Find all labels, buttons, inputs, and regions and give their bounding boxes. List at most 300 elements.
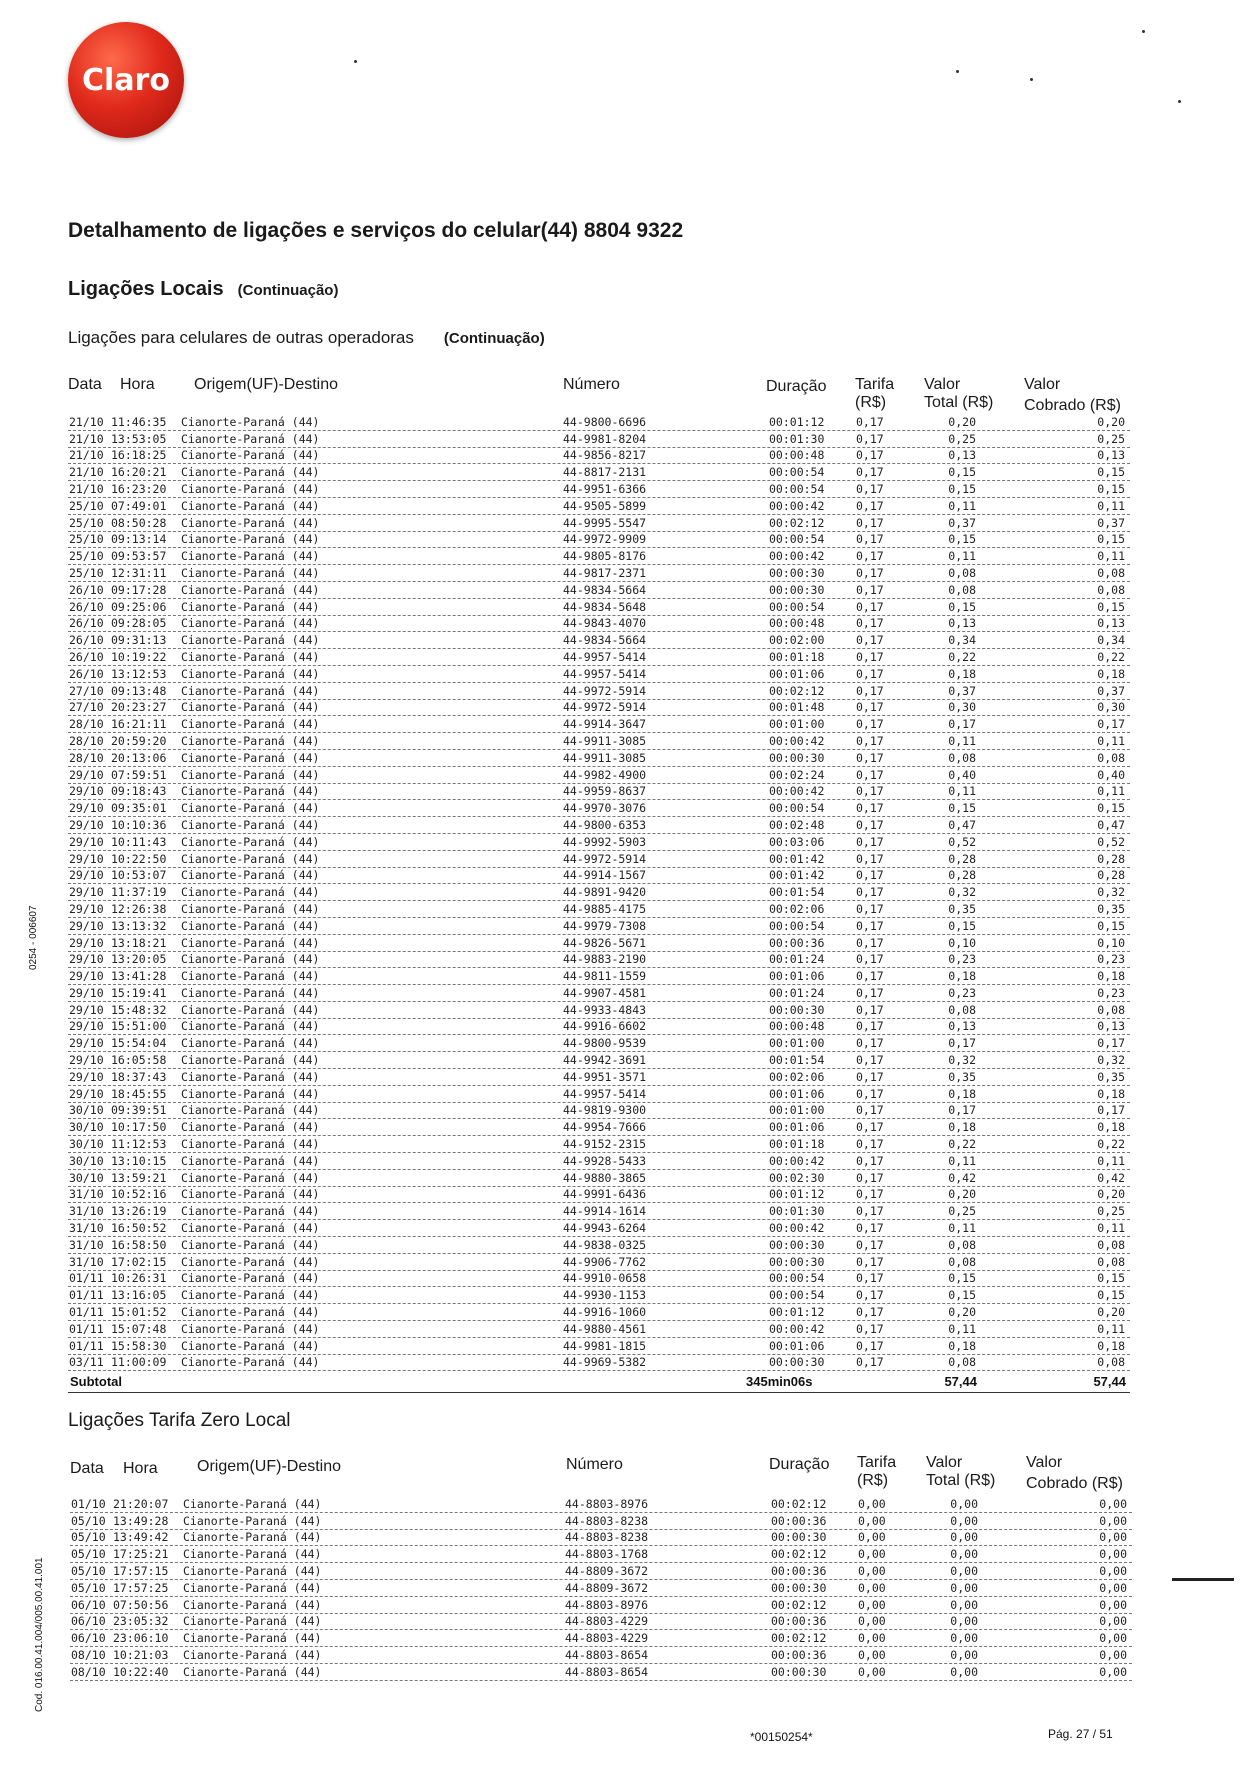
cell-time: 09:53:57 <box>111 549 167 564</box>
cell-rate: 0,17 <box>856 885 884 900</box>
cell-total: 0,08 <box>948 565 976 580</box>
cell-rate: 0,17 <box>856 666 884 681</box>
cell-date: 25/10 <box>69 498 104 513</box>
table-row <box>68 1287 1130 1304</box>
cell-number: 44-9152-2315 <box>563 1137 647 1152</box>
cell-time: 17:02:15 <box>111 1254 167 1269</box>
cell-total: 0,00 <box>950 1563 978 1578</box>
cell-duration: 00:00:48 <box>769 616 825 631</box>
col-header-origem: Origem(UF)-Destino <box>194 376 339 393</box>
cell-duration: 00:00:42 <box>769 549 825 564</box>
cell-number: 44-9819-9300 <box>563 1103 647 1118</box>
cell-origin: Cianorte-Paraná (44) <box>181 1053 320 1068</box>
cell-rate: 0,17 <box>856 1053 884 1068</box>
col2-header-numero: Número <box>566 1456 623 1473</box>
valor-label: Valor <box>924 376 961 393</box>
cell-date: 29/10 <box>69 817 104 832</box>
cell-duration: 00:01:06 <box>769 1120 825 1135</box>
cell-total: 0,20 <box>948 1187 976 1202</box>
cell-total: 0,13 <box>948 448 976 463</box>
cell-time: 13:12:53 <box>111 666 167 681</box>
cell-total: 0,15 <box>948 1271 976 1286</box>
cell-rate: 0,17 <box>856 784 884 799</box>
cell-duration: 00:02:30 <box>769 1170 825 1185</box>
cell-date: 26/10 <box>69 666 104 681</box>
cell-origin: Cianorte-Paraná (44) <box>181 1237 320 1252</box>
cell-rate: 0,00 <box>858 1496 886 1511</box>
cell-charged: 0,37 <box>1097 515 1125 530</box>
cell-duration: 00:00:30 <box>771 1580 827 1595</box>
cell-duration: 00:00:54 <box>769 1288 825 1303</box>
cell-number: 44-9928-5433 <box>563 1153 647 1168</box>
cell-time: 12:26:38 <box>111 901 167 916</box>
cell-charged: 0,08 <box>1097 582 1125 597</box>
calls-table <box>68 414 1130 1371</box>
cell-charged: 0,18 <box>1097 969 1125 984</box>
cell-origin: Cianorte-Paraná (44) <box>181 633 320 648</box>
cell-origin: Cianorte-Paraná (44) <box>181 498 320 513</box>
cell-duration: 00:00:30 <box>771 1664 827 1679</box>
page-number: Pág. 27 / 51 <box>1048 1727 1113 1741</box>
cell-duration: 00:00:36 <box>771 1614 827 1629</box>
cell-rate: 0,17 <box>856 918 884 933</box>
cobrado-label: Cobrado (R$) <box>1024 397 1121 414</box>
table-row <box>70 1496 1132 1513</box>
cell-duration: 00:01:06 <box>769 666 825 681</box>
cell-number: 44-8803-1768 <box>565 1547 649 1562</box>
cell-number: 44-8803-8976 <box>565 1597 649 1612</box>
cell-origin: Cianorte-Paraná (44) <box>181 767 320 782</box>
cell-time: 10:22:40 <box>113 1664 169 1679</box>
cell-duration: 00:01:12 <box>769 1305 825 1320</box>
cell-date: 29/10 <box>69 851 104 866</box>
cell-rate: 0,17 <box>856 901 884 916</box>
cell-charged: 0,00 <box>1099 1664 1127 1679</box>
cell-total: 0,00 <box>950 1513 978 1528</box>
cell-time: 10:11:43 <box>111 834 167 849</box>
cell-number: 44-9843-4070 <box>563 616 647 631</box>
cell-origin: Cianorte-Paraná (44) <box>181 952 320 967</box>
cell-time: 10:26:31 <box>111 1271 167 1286</box>
table-row <box>68 481 1130 498</box>
table-row <box>68 750 1130 767</box>
cell-time: 23:05:32 <box>113 1614 169 1629</box>
cell-time: 16:50:52 <box>111 1221 167 1236</box>
cell-duration: 00:01:30 <box>769 431 825 446</box>
cell-duration: 00:02:12 <box>771 1597 827 1612</box>
cell-origin: Cianorte-Paraná (44) <box>181 666 320 681</box>
cell-rate: 0,17 <box>856 1355 884 1370</box>
cell-date: 30/10 <box>69 1170 104 1185</box>
cell-charged: 0,08 <box>1097 1237 1125 1252</box>
cell-duration: 00:00:30 <box>769 1002 825 1017</box>
cell-charged: 0,08 <box>1097 1254 1125 1269</box>
table-row <box>68 716 1130 733</box>
cell-total: 0,11 <box>948 498 976 513</box>
cell-origin: Cianorte-Paraná (44) <box>183 1664 322 1679</box>
cell-date: 30/10 <box>69 1120 104 1135</box>
cell-origin: Cianorte-Paraná (44) <box>181 1153 320 1168</box>
table-row <box>68 1086 1130 1103</box>
cell-rate: 0,17 <box>856 1338 884 1353</box>
cell-charged: 0,18 <box>1097 1120 1125 1135</box>
cell-total: 0,00 <box>950 1664 978 1679</box>
cell-rate: 0,17 <box>856 481 884 496</box>
cell-rate: 0,17 <box>856 1321 884 1336</box>
cell-time: 09:17:28 <box>111 582 167 597</box>
cell-rate: 0,17 <box>856 1237 884 1252</box>
cell-date: 25/10 <box>69 565 104 580</box>
cell-duration: 00:00:36 <box>769 935 825 950</box>
table-row <box>68 733 1130 750</box>
cell-origin: Cianorte-Paraná (44) <box>183 1530 322 1545</box>
table-row <box>68 1035 1130 1052</box>
cell-date: 29/10 <box>69 985 104 1000</box>
cell-number: 44-9979-7308 <box>563 918 647 933</box>
table-row <box>68 834 1130 851</box>
total-label: Total (R$) <box>924 394 994 411</box>
cell-origin: Cianorte-Paraná (44) <box>181 616 320 631</box>
cell-total: 0,15 <box>948 465 976 480</box>
cell-number: 44-8803-8654 <box>565 1647 649 1662</box>
cell-time: 13:18:21 <box>111 935 167 950</box>
cell-date: 05/10 <box>71 1563 106 1578</box>
cell-rate: 0,17 <box>856 868 884 883</box>
cell-date: 29/10 <box>69 767 104 782</box>
cell-charged: 0,11 <box>1097 498 1125 513</box>
cell-charged: 0,28 <box>1097 868 1125 883</box>
cell-origin: Cianorte-Paraná (44) <box>181 465 320 480</box>
cell-time: 20:59:20 <box>111 733 167 748</box>
cell-date: 06/10 <box>71 1631 106 1646</box>
cell-charged: 0,35 <box>1097 901 1125 916</box>
cell-charged: 0,00 <box>1099 1563 1127 1578</box>
table-row <box>70 1614 1132 1631</box>
cell-date: 21/10 <box>69 465 104 480</box>
cell-duration: 00:02:24 <box>769 767 825 782</box>
cell-number: 44-9916-1060 <box>563 1305 647 1320</box>
cell-charged: 0,00 <box>1099 1530 1127 1545</box>
cell-rate: 0,17 <box>856 717 884 732</box>
cell-duration: 00:01:24 <box>769 985 825 1000</box>
cell-time: 10:10:36 <box>111 817 167 832</box>
table-row <box>68 548 1130 565</box>
table-row <box>68 649 1130 666</box>
cell-origin: Cianorte-Paraná (44) <box>181 515 320 530</box>
col-header-numero: Número <box>563 376 620 393</box>
cell-time: 18:37:43 <box>111 1069 167 1084</box>
table-row <box>68 532 1130 549</box>
cell-rate: 0,17 <box>856 1137 884 1152</box>
side-code-a: 0254 - 006607 <box>28 905 39 970</box>
cell-duration: 00:01:54 <box>769 1053 825 1068</box>
cell-rate: 0,17 <box>856 599 884 614</box>
cell-total: 0,52 <box>948 834 976 849</box>
cell-duration: 00:00:48 <box>769 1019 825 1034</box>
cell-rate: 0,00 <box>858 1614 886 1629</box>
cell-time: 23:06:10 <box>113 1631 169 1646</box>
cell-total: 0,15 <box>948 599 976 614</box>
subtotal-total: 57,44 <box>944 1374 977 1389</box>
cell-date: 26/10 <box>69 633 104 648</box>
cell-time: 17:57:25 <box>113 1580 169 1595</box>
cell-total: 0,08 <box>948 1237 976 1252</box>
cell-charged: 0,34 <box>1097 633 1125 648</box>
cell-origin: Cianorte-Paraná (44) <box>183 1563 322 1578</box>
cell-rate: 0,17 <box>856 515 884 530</box>
cell-rate: 0,00 <box>858 1631 886 1646</box>
cell-time: 09:25:06 <box>111 599 167 614</box>
cell-date: 06/10 <box>71 1614 106 1629</box>
cell-duration: 00:00:42 <box>769 498 825 513</box>
cell-time: 15:19:41 <box>111 985 167 1000</box>
cell-date: 28/10 <box>69 750 104 765</box>
cell-time: 09:13:48 <box>111 683 167 698</box>
cell-number: 44-9891-9420 <box>563 885 647 900</box>
cell-origin: Cianorte-Paraná (44) <box>181 969 320 984</box>
section-title <box>68 278 338 301</box>
cell-rate: 0,17 <box>856 582 884 597</box>
cell-charged: 0,11 <box>1097 1321 1125 1336</box>
cell-charged: 0,17 <box>1097 1103 1125 1118</box>
cell-charged: 0,23 <box>1097 952 1125 967</box>
cell-time: 11:00:09 <box>111 1355 167 1370</box>
table-row <box>68 498 1130 515</box>
cell-time: 09:35:01 <box>111 801 167 816</box>
cell-charged: 0,28 <box>1097 851 1125 866</box>
cell-charged: 0,00 <box>1099 1597 1127 1612</box>
cell-number: 44-9981-1815 <box>563 1338 647 1353</box>
cell-rate: 0,17 <box>856 1187 884 1202</box>
cell-rate: 0,17 <box>856 767 884 782</box>
cell-total: 0,13 <box>948 616 976 631</box>
cell-origin: Cianorte-Paraná (44) <box>181 549 320 564</box>
table-row <box>70 1630 1132 1647</box>
cell-charged: 0,13 <box>1097 616 1125 631</box>
cell-date: 25/10 <box>69 532 104 547</box>
cell-charged: 0,15 <box>1097 532 1125 547</box>
cell-rate: 0,17 <box>856 1254 884 1269</box>
table-row <box>68 464 1130 481</box>
cell-total: 0,08 <box>948 582 976 597</box>
section-continuation: (Continuação) <box>237 282 339 299</box>
cell-duration: 00:02:06 <box>769 1069 825 1084</box>
cell-duration: 00:00:54 <box>769 918 825 933</box>
cell-total: 0,17 <box>948 1103 976 1118</box>
cell-number: 44-9826-5671 <box>563 935 647 950</box>
cell-time: 11:46:35 <box>111 414 167 429</box>
table-row <box>68 1338 1130 1355</box>
cell-rate: 0,17 <box>856 733 884 748</box>
cell-charged: 0,00 <box>1099 1513 1127 1528</box>
cell-origin: Cianorte-Paraná (44) <box>181 700 320 715</box>
cell-charged: 0,18 <box>1097 1086 1125 1101</box>
cell-duration: 00:00:30 <box>769 750 825 765</box>
cell-number: 44-9838-0325 <box>563 1237 647 1252</box>
cell-time: 11:12:53 <box>111 1137 167 1152</box>
cell-rate: 0,17 <box>856 985 884 1000</box>
cell-date: 01/11 <box>69 1305 104 1320</box>
cell-charged: 0,47 <box>1097 817 1125 832</box>
cell-date: 29/10 <box>69 1053 104 1068</box>
cell-charged: 0,11 <box>1097 1153 1125 1168</box>
cell-origin: Cianorte-Paraná (44) <box>183 1547 322 1562</box>
cell-rate: 0,17 <box>856 851 884 866</box>
cell-rate: 0,17 <box>856 683 884 698</box>
cell-number: 44-9982-4900 <box>563 767 647 782</box>
cell-duration: 00:02:48 <box>769 817 825 832</box>
cell-date: 31/10 <box>69 1221 104 1236</box>
cell-rate: 0,17 <box>856 1221 884 1236</box>
col2-header-origem: Origem(UF)-Destino <box>197 1458 342 1475</box>
cell-total: 0,17 <box>948 717 976 732</box>
cell-total: 0,11 <box>948 784 976 799</box>
cell-duration: 00:00:54 <box>769 481 825 496</box>
cell-origin: Cianorte-Paraná (44) <box>181 918 320 933</box>
cell-number: 44-9972-5914 <box>563 683 647 698</box>
cell-charged: 0,11 <box>1097 549 1125 564</box>
cell-duration: 00:00:54 <box>769 599 825 614</box>
cell-duration: 00:00:30 <box>769 1355 825 1370</box>
valor-label: Valor <box>926 1454 963 1471</box>
cell-total: 0,28 <box>948 851 976 866</box>
cell-total: 0,11 <box>948 549 976 564</box>
subtotal-label: Subtotal <box>70 1374 122 1389</box>
cell-number: 44-9957-5414 <box>563 666 647 681</box>
cell-rate: 0,00 <box>858 1580 886 1595</box>
cell-date: 05/10 <box>71 1547 106 1562</box>
cell-total: 0,20 <box>948 414 976 429</box>
cell-total: 0,00 <box>950 1597 978 1612</box>
cell-date: 21/10 <box>69 431 104 446</box>
cell-date: 26/10 <box>69 649 104 664</box>
table-row <box>68 582 1130 599</box>
cell-duration: 00:01:42 <box>769 851 825 866</box>
cell-time: 16:20:21 <box>111 465 167 480</box>
cell-charged: 0,13 <box>1097 1019 1125 1034</box>
cell-time: 16:18:25 <box>111 448 167 463</box>
cell-total: 0,08 <box>948 750 976 765</box>
cell-duration: 00:01:00 <box>769 1036 825 1051</box>
table-row <box>68 565 1130 582</box>
table-row <box>68 817 1130 834</box>
cell-total: 0,15 <box>948 918 976 933</box>
cell-date: 29/10 <box>69 935 104 950</box>
cell-duration: 00:01:18 <box>769 649 825 664</box>
cell-date: 29/10 <box>69 1086 104 1101</box>
cell-origin: Cianorte-Paraná (44) <box>181 1086 320 1101</box>
cell-rate: 0,17 <box>856 1002 884 1017</box>
cell-rate: 0,17 <box>856 1288 884 1303</box>
cell-time: 17:57:15 <box>113 1563 169 1578</box>
cell-total: 0,15 <box>948 481 976 496</box>
cell-total: 0,08 <box>948 1355 976 1370</box>
cell-duration: 00:01:24 <box>769 952 825 967</box>
cell-duration: 00:02:00 <box>769 633 825 648</box>
cell-charged: 0,18 <box>1097 666 1125 681</box>
cell-origin: Cianorte-Paraná (44) <box>181 868 320 883</box>
cell-rate: 0,00 <box>858 1563 886 1578</box>
cell-origin: Cianorte-Paraná (44) <box>183 1647 322 1662</box>
cell-duration: 00:02:12 <box>771 1496 827 1511</box>
cell-total: 0,00 <box>950 1647 978 1662</box>
margin-dash <box>1172 1578 1234 1581</box>
table-row <box>68 683 1130 700</box>
cell-date: 26/10 <box>69 599 104 614</box>
cell-number: 44-9930-1153 <box>563 1288 647 1303</box>
cell-origin: Cianorte-Paraná (44) <box>181 1170 320 1185</box>
cell-time: 07:59:51 <box>111 767 167 782</box>
cell-duration: 00:00:42 <box>769 784 825 799</box>
table-row <box>68 1321 1130 1338</box>
cell-total: 0,11 <box>948 1321 976 1336</box>
cell-number: 44-8803-8238 <box>565 1513 649 1528</box>
cell-date: 01/10 <box>71 1496 106 1511</box>
side-code-b: Cod. 016.00.41.004/005.00.41.001 <box>34 1557 45 1712</box>
cell-time: 16:05:58 <box>111 1053 167 1068</box>
tarifa-label: Tarifa <box>855 376 895 393</box>
cell-number: 44-9880-3865 <box>563 1170 647 1185</box>
table-row <box>68 851 1130 868</box>
table-row <box>70 1513 1132 1530</box>
cell-origin: Cianorte-Paraná (44) <box>183 1496 322 1511</box>
table-row <box>70 1530 1132 1547</box>
table-row <box>68 1355 1130 1372</box>
cell-number: 44-9969-5382 <box>563 1355 647 1370</box>
document-title: Detalhamento de ligações e serviços do celular(44) 8804 9322 <box>68 219 684 242</box>
cell-rate: 0,17 <box>856 1305 884 1320</box>
cell-rate: 0,17 <box>856 969 884 984</box>
cell-origin: Cianorte-Paraná (44) <box>181 1271 320 1286</box>
cell-origin: Cianorte-Paraná (44) <box>181 801 320 816</box>
cell-number: 44-9834-5648 <box>563 599 647 614</box>
cell-number: 44-9817-2371 <box>563 565 647 580</box>
cell-number: 44-9959-8637 <box>563 784 647 799</box>
cell-rate: 0,17 <box>856 700 884 715</box>
cell-origin: Cianorte-Paraná (44) <box>181 784 320 799</box>
cell-time: 10:21:03 <box>113 1647 169 1662</box>
cell-rate: 0,17 <box>856 649 884 664</box>
cell-origin: Cianorte-Paraná (44) <box>181 1103 320 1118</box>
cell-total: 0,15 <box>948 532 976 547</box>
cell-charged: 0,15 <box>1097 1288 1125 1303</box>
cell-date: 29/10 <box>69 1036 104 1051</box>
cell-date: 29/10 <box>69 885 104 900</box>
cell-total: 0,15 <box>948 1288 976 1303</box>
subtotal-cobrado: 57,44 <box>1093 1374 1126 1389</box>
cell-origin: Cianorte-Paraná (44) <box>181 834 320 849</box>
cell-time: 15:48:32 <box>111 1002 167 1017</box>
cell-rate: 0,17 <box>856 1019 884 1034</box>
cell-rate: 0,00 <box>858 1547 886 1562</box>
cell-origin: Cianorte-Paraná (44) <box>183 1513 322 1528</box>
cell-date: 29/10 <box>69 1019 104 1034</box>
table-row <box>68 599 1130 616</box>
scan-speck <box>956 70 959 73</box>
cell-charged: 0,08 <box>1097 750 1125 765</box>
cell-number: 44-9880-4561 <box>563 1321 647 1336</box>
table-row <box>68 515 1130 532</box>
cell-total: 0,08 <box>948 1002 976 1017</box>
cell-duration: 00:01:00 <box>769 717 825 732</box>
cell-duration: 00:01:06 <box>769 1338 825 1353</box>
cell-charged: 0,32 <box>1097 1053 1125 1068</box>
cell-charged: 0,37 <box>1097 683 1125 698</box>
cell-time: 16:21:11 <box>111 717 167 732</box>
cell-time: 10:53:07 <box>111 868 167 883</box>
cell-charged: 0,11 <box>1097 1221 1125 1236</box>
cell-date: 03/11 <box>69 1355 104 1370</box>
